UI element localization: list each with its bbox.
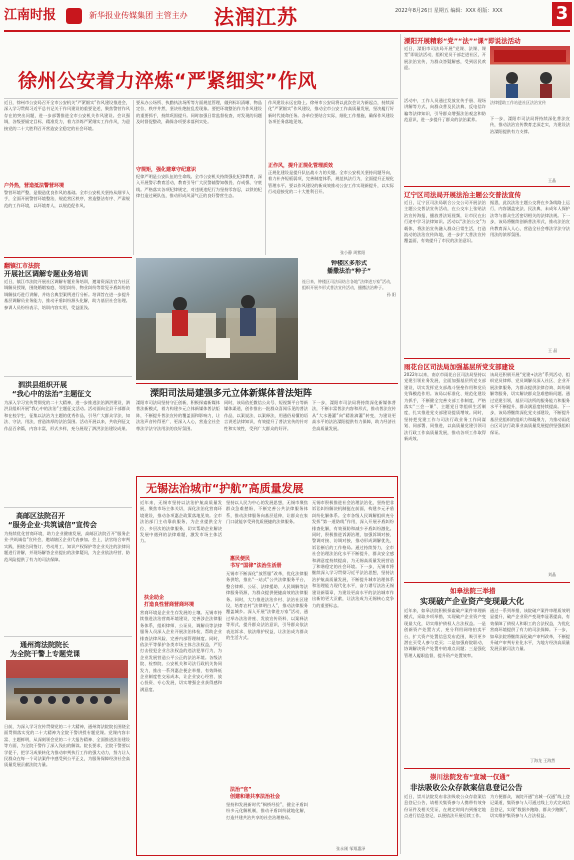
feature-col1: 近年来，无锡市坚持以法治护航高质量发展，聚焦市场主体关切，深化法治化营商环境建设，推动各项惠企政策落地见效。全市法治部门主动靠前服务，为企业提供全方位、多层次的法律服务，切实帮助企业解决发展中遇到的法律难题，激发市场主体活力。	[140, 500, 222, 544]
right-column-divider	[400, 34, 401, 854]
right-top-body-2: 活动中，工作人员通过发放宣传手册、现场讲解等方式，向群众普及民法典、反电信诈骗等法律知识，引导群众增强法治观念和防范意识，进一步提升了群众的法治素养。	[404, 98, 486, 123]
right-divider	[404, 186, 570, 187]
center-article-title: 溧阳司法局建强多元立体新媒体普法矩阵	[150, 389, 313, 399]
center-divider	[136, 383, 398, 384]
center-article-col1: 溧阳市司法局坚持守正创新，积极探索新媒体普法新模式，着力构建多元立体新媒体普法矩阵，不断提升普法宣传的覆盖面和影响力，让法治声音传得更广、更深入人心，营造全社会尊法学法守法用法的良好氛围。	[136, 400, 220, 431]
left-brief-4-kicker: 通州湾法院院长	[20, 641, 69, 649]
feature-sub2b: 书写“国律”法治生活册	[230, 563, 282, 569]
right-mid2-author: 刘晶	[548, 572, 556, 577]
issue-info: 2022年8月26日 星期五 编辑：XXX 组版：XXX	[395, 8, 503, 14]
right-divider	[404, 358, 570, 359]
right-mid-body-2: 据悉，此次法治主题公交将在多条线路上运行，内容涵盖宪法、民法典、未成年人保护法等与群众生活密切相关的法律法规。下一步，该局将继续创新普法形式，推动法治宣传教育深入人心，营造全社会尊法学法守法用法的浓厚氛围。	[490, 200, 570, 238]
left-divider	[4, 257, 132, 258]
lead-author: 张小静 周紫阳	[340, 250, 366, 255]
feature-sub3: 法治“官”	[230, 787, 252, 793]
col-divider	[133, 100, 134, 255]
left-brief-1-title: 开展社区调解专题业务培训	[4, 270, 88, 278]
lead-body-col2b: 纪律严明是公安队伍的生命线。全市公安机关持续强化纪律教育，深入开展警示教育活动，教育引导广大民警辅警知敬畏、存戒惧、守底线。严格落实各项纪律规定，对违规违纪行为坚持零容忍，以铁的纪律打造过硬队伍，推动形成风清气正的良好警营生态。	[136, 174, 262, 199]
right-divider	[404, 582, 570, 583]
center-photo-caption-title: 钟楼区多形式	[330, 260, 367, 267]
center-photo-caption-block	[302, 260, 396, 380]
feature-title: 无锡法治城市“护航”高质量发展	[146, 482, 304, 495]
right-low-author: 丁海龙 王海然	[530, 758, 556, 763]
brand-block	[66, 5, 216, 23]
center-photo	[136, 258, 298, 380]
right-mid2-title: 雨花台区司法局加强基层所党支部建设	[404, 363, 515, 371]
left-divider	[4, 507, 132, 508]
col-divider	[265, 100, 266, 255]
right-bottom-kicker: 崇川法院发布“宣城一仅通”	[430, 773, 511, 781]
right-bottom-body-1: 近日，崇川法院发布非法吸收公众存款案信息登记公告，请相关集资参与人携带有效身份证件及相关凭证，在规定时间内到指定地点进行信息登记，以便依法开展后续工作。	[404, 794, 486, 819]
section-title: 法润江苏	[214, 5, 298, 29]
right-mid-title: 辽宁区司法局开展法治主题公交普法宣传	[404, 191, 521, 199]
left-brief-2-body: 为深入学习宣传贯彻党的二十大精神，进一步推进法治泗洪建设，泗洪县组织开展“我心中的法治”主题征文活动。活动面向全县干部群众和在校学生，征集以法治为主题的优秀作品，引导广大群众学法、知法、守法、用法，营造浓厚的法治氛围。活动开展以来，共收到征文作品百余篇，内容丰富，形式多样，充分展现了泗洪法治建设成果。	[4, 400, 130, 431]
center-article-col2: 同时，该局依托微信公众号、短视频平台等新媒体渠道，创作推出一批群众喜闻乐见的普法作品，以案说法、以案释法，用通俗易懂的语言讲述法律知识，有效提升了普法宣传的针对性和实效性，受到广大群众的好评。	[224, 400, 308, 431]
feature-sub2: 惠民便民	[230, 556, 251, 562]
right-low-title: 实现破产企业资产变现最大化	[420, 597, 524, 606]
left-brief-4-title: 为全院干警上专题党课	[10, 650, 80, 658]
feature-col2b: 无锡市不断深化“放管服”改革，优化法律服务供给，推出“一站式”公共法律服务平台，整合律师、公证、法律援助、人民调解等法律服务资源，为群众提供便捷高效的法律服务。同时，大力推进法治乡村、法治社区建设，培育农村“法律明白人”，推动法律服务覆盖城乡。深入开展“法律进万家”活动，通过举办法治讲座、发放宣传资料、以案释法等形式，提升群众法治意识，引导群众依法表达诉求、依法维护权益，让法治成为群众的生活方式。	[226, 571, 308, 641]
left-divider	[4, 376, 132, 377]
left-brief-4-photo	[6, 660, 128, 720]
lead-body-col1: 近日，徐州市公安局召开全市公安机关“严紧细实”作风建设推进会，深入学习贯彻习近平总书记关于作风建设的重要论述，聚焦警营作风存在的突出问题，进一步部署推进全市公安机关作风建设。会议强调，各级要锚定目标、精准发力，着力淬炼严紧细实工作作风，为迎接党的二十大胜利召开营造安全稳定的社会环境。	[4, 100, 130, 131]
right-bottom-body-2: 为方便群众，该院开通“宣城一仅通”线上登记渠道，集资参与人可通过线上方式完成信息登记，实现“数据多跑路、群众少跑腿”，切实维护集资参与人合法权益。	[490, 794, 570, 819]
left-brief-3-kicker: 高邮区法院召开	[16, 512, 65, 520]
left-brief-1-body: 近日，镇江市法院开展社区调解专题业务培训，邀请资深法官为社区调解员授课，围绕婚姻家庭、邻里纠纷、物业纠纷等常见矛盾纠纷的调解技巧进行讲解，并结合典型案例进行分析。培训旨在进一步提升基层调解员业务能力，推动矛盾纠纷源头化解，助力基层社会治理。参训人员纷纷表示，培训内容实用，受益匪浅。	[4, 279, 130, 310]
right-low-body-1: 近年来，如皋法院积极探索破产案件审理新模式，采取多项举措，实现破产企业资产变现最大化，切实维护债权人合法权益。一是创新资产处置方式，充分利用网络拍卖平台，扩大资产处置信息发布范围，吸引更多潜在买受人参与竞买；二是加强府院联动，协调解决资产处置中的难点问题；三是强化管理人履职监督，提升资产处置效率。	[404, 608, 486, 658]
lead-subhead-3: 正作风，提升正规化管理质效	[268, 163, 334, 169]
right-bottom-title: 非法吸收公众存款案信息登记公告	[410, 783, 523, 792]
left-brief-2-kicker: 泗洪县组织开展	[18, 381, 67, 389]
right-divider	[404, 768, 570, 769]
right-top-photo	[490, 46, 570, 98]
lead-body-col3: 作风建设永远在路上。徐州市公安局将以此次会议为新起点，持续深化“严紧细实”作风建设，推动全市公安工作高质量发展，坚决履行好新时代使命任务。各单位要结合实际，细化工作措施，确保作风建设各项任务落地见效。	[268, 100, 394, 125]
lead-divider	[4, 98, 398, 99]
feature-col2c: 坚持和发展新时代“枫桥经验”，健全矛盾纠纷多元化解机制，推动矛盾纠纷就地化解，打造共建共治共享的社会治理格局。	[226, 802, 308, 820]
center-photo-caption-text: 连日来，钟楼区司法局结合各地“法律进万家”活动，组织开展多形式普法宣传活动，播撒法治种子。	[302, 279, 395, 290]
right-mid2-body-2: 该局还积极开展“党建+法治”系列活动，组织党员律师、党员调解员深入社区、企业开展法律服务，为群众提供法律咨询、纠纷调解等服务，切实解决群众急难愁盼问题。通过党建引领，基层司法所的服务能力和服务水平不断提升，群众满意度持续提高。下一步，该局将继续深化党支部建设，不断提升基层党组织的组织力和凝聚力，为推动雨花台区司法行政事业高质量发展提供坚强组织保证。	[490, 372, 570, 435]
left-brief-4-body: 日前，为深入学习宣传贯彻党的二十大精神，通州湾法院院长围绕全面贯彻落实党的二十大精神为全院干警讲授专题党课。党课内容丰富、主题鲜明，从深刻领会党的二十大报告精神、全面推进法治建设等方面，为全院干警作了深入浅出的解读。院长要求，全院干警要以学促干，把学习成果转化为推动审判执行工作的强大动力，努力让人民群众在每一个司法案件中感受到公平正义，为服务保障经济社会高质量发展贡献法院力量。	[4, 724, 130, 768]
lead-subhead-2: 守规矩，强化建章守纪意识	[136, 167, 197, 173]
right-mid-body-1: 近日，辽宁区司法局联合公交公司开展法治主题公交普法宣传活动，在公交车上张贴法治宣传海报，播放普法短视频，让市民在出行途中学习法律知识。活动以“法治公交”为载体，将法治宣传融入群众日常生活，打造流动的法治宣传阵地，进一步扩大普法宣传覆盖面，有效提升了市民的法治意识。	[404, 200, 486, 244]
feature-sub1: 扶企助企	[144, 595, 165, 601]
feature-author: 张永刚 邹翔惠泽	[336, 846, 366, 851]
lead-body-col1b: 警营环境严整，是锻造优良作风的基础。全市公安机关坚持从细节入手，全面开展警营环境整治，规范营区秩序，营造整洁有序、严肃规范的工作环境，以环境育人，以规范促作风。	[4, 190, 130, 208]
right-top-photo-caption: 法律援助工作站进社区法治宣传	[490, 100, 546, 105]
right-mid-author: 王 晶	[548, 348, 558, 353]
center-photo-caption-title-2: 播撒法治“种子”	[327, 268, 371, 275]
feature-col3: 无锡市积极推进社会治理法治化，坚持把非诉讼纠纷解决机制挺在前面，构建多元矛盾纠纷化解体系。全市各级人民调解组织充分发挥“第一道防线”作用，深入开展矛盾纠纷排查化解，有效预防和减少矛盾纠纷激化。同时，积极推进诉源治理，加强诉调对接、警调对接、访调对接，推动形成调解优先、诉讼断后的工作格局。通过持续努力，全市社会治理法治化水平不断提升，群众安全感和满意度持续提高，为无锡高质量发展营造了和谐稳定的社会环境。下一步，无锡市将继续深入学习贯彻习近平法治思想，坚持法治护航高质量发展，不断提升城市治理体系和治理能力现代化水平，奋力谱写法治无锡建设新篇章，为建设更高水平的法治城市作出新的更大贡献，让法治成为无锡核心竞争力的重要标志。	[312, 500, 394, 608]
lead-body-col3b: 正规化建设是提升队伍战斗力的关键。全市公安机关坚持问题导向，着力补齐短板弱项，完善制度体系，规范执法行为，全面提升正规化管理水平。要以作风建设的新成效推动公安工作实现新提升，以实际行动迎接党的二十大胜利召开。	[268, 170, 394, 195]
right-low-body-2: 通过一系列举措，该院破产案件审理质效明显提升，破产企业资产变现率显著提高，有效保障了债权人和职工的合法权益，为优化营商环境提供了有力的司法保障。下一步，如皋法院将继续深化破产审判改革，不断提升破产审判专业化水平，为地方经济高质量发展贡献司法力量。	[490, 608, 570, 652]
lead-body-col2: 要从办公场所、执勤执法场所等方面规范管理，做到标识清晰、物品定位、秩序井然，坚决杜绝脏乱差现象。要把环境整治作为作风建设的重要抓手，持续巩固提升。同时加强日常监督检查，对发现的问题及时督促整改，确保各项要求落到实处。	[136, 100, 262, 125]
masthead-rule	[4, 30, 570, 32]
left-brief-2-title: “我心中的法治”主题征文	[12, 390, 92, 398]
page-number: 3	[552, 2, 572, 26]
right-top-body-1: 近日，溧阳市司法局开展“党课、法课、课堂”即说法活动，组织党员干部走进社区，开展法治宣传，为群众答疑解惑，受到居民欢迎。	[404, 46, 486, 71]
left-brief-3-body: 为持续优化营商环境，助力企业健康发展，高邮区法院召开“服务企业·共筑诚信”宣传会，邀请辖区企业代表参加。会上，法官结合审判实践，围绕合同签订、劳动用工、知识产权保护等企业关注的法律问题进行讲解，并现场解答企业提出的法律疑问，为企业依法经营、防范风险提供了有力的司法保障。	[4, 531, 130, 562]
feature-sub1b: 打造良性营商营商环境	[144, 602, 195, 608]
feature-sub3b: 创建和谐共享法治社会	[230, 794, 281, 800]
lead-headline: 徐州公安着力淬炼“严紧细实”作风	[18, 70, 317, 92]
community-outreach-illustration	[136, 258, 298, 380]
feature-title-rule	[140, 497, 394, 498]
left-divider	[4, 636, 132, 637]
center-photo-author: 孙 阳	[386, 292, 396, 297]
right-top-body-3: 下一步，溧阳市司法局将持续深化普法宣传，推动法治宣传教育走深走实，为建设法治溧阳提供有力支撑。	[490, 116, 570, 134]
masthead	[0, 0, 574, 30]
left-brief-3-title: “服务企业·共筑诚信”宣传会	[8, 521, 97, 529]
right-low-kicker: 如皋法院三举措	[450, 587, 496, 595]
xinhua-seal-icon	[66, 8, 82, 24]
lead-subhead-1: 户外热，营造抵法警营环境	[4, 183, 65, 189]
right-mid2-body-1: 2022年以来，南京市雨花台区司法局坚持以党建引领业务发展，全面加强基层所党支部建设，切实发挥党支部战斗堡垒作用和党员先锋模范作用。该局以标准化、规范化建设为抓手，不断健全完善支部工作制度，严格落实“三会一课”、主题党日等组织生活制度，扎实推进党支部建设提质增效。同时，坚持把党建工作与司法行政业务工作同谋划、同部署、同推进，以高质量党建引领司法行政工作高质量发展，推动各项工作取得新成效。	[404, 372, 486, 442]
meeting-room-illustration	[6, 660, 128, 720]
brand-text: 新华报业传媒集团 主管主办	[89, 11, 188, 20]
feature-col2: 坚持以人民为中心的发展思想，无锡市聚焦群众急难愁盼，不断完善公共法律服务体系，推动法律服务向基层延伸，让群众在家门口就能享受到优质便捷的法律服务。	[226, 500, 308, 525]
newspaper-logo: 江南时报	[4, 8, 57, 23]
right-top-author: 王晶	[548, 178, 556, 183]
legal-aid-station-illustration	[490, 46, 570, 98]
feature-col1b: 营商环境是企业生存发展的土壤。无锡市持续推进法治营商环境建设，完善涉企法律服务体系，组织律师、公证员、调解员等法律服务人员深入企业开展法治体检，帮助企业排查法律风险、完善内部管理制度。同时，依法平等保护各类市场主体合法权益，严厉打击侵犯企业合法权益的违法犯罪行为，为企业发展营造公平公正的法治环境。各级法院、检察院、公安机关和司法行政机关协同发力，推出一系列惠企便企举措，有效降低企业制度性交易成本，让企业安心经营、放心投资、专心发展，切实增强企业获得感和满意度。	[140, 610, 222, 692]
center-article-col3: 下一步，溧阳市司法局将持续深化新媒体普法，不断丰富普法内容和形式，推动普法宣传从“大水漫灌”向“精准滴灌”转变，为建设更高水平的法治溧阳提供有力保障，助力经济社会高质量发展。	[312, 400, 396, 431]
right-top-title: 溧阳开展精彩“党”“法”“课”即说法活动	[404, 37, 521, 45]
left-brief-1-kicker: 翻镇江市法院	[4, 263, 41, 270]
